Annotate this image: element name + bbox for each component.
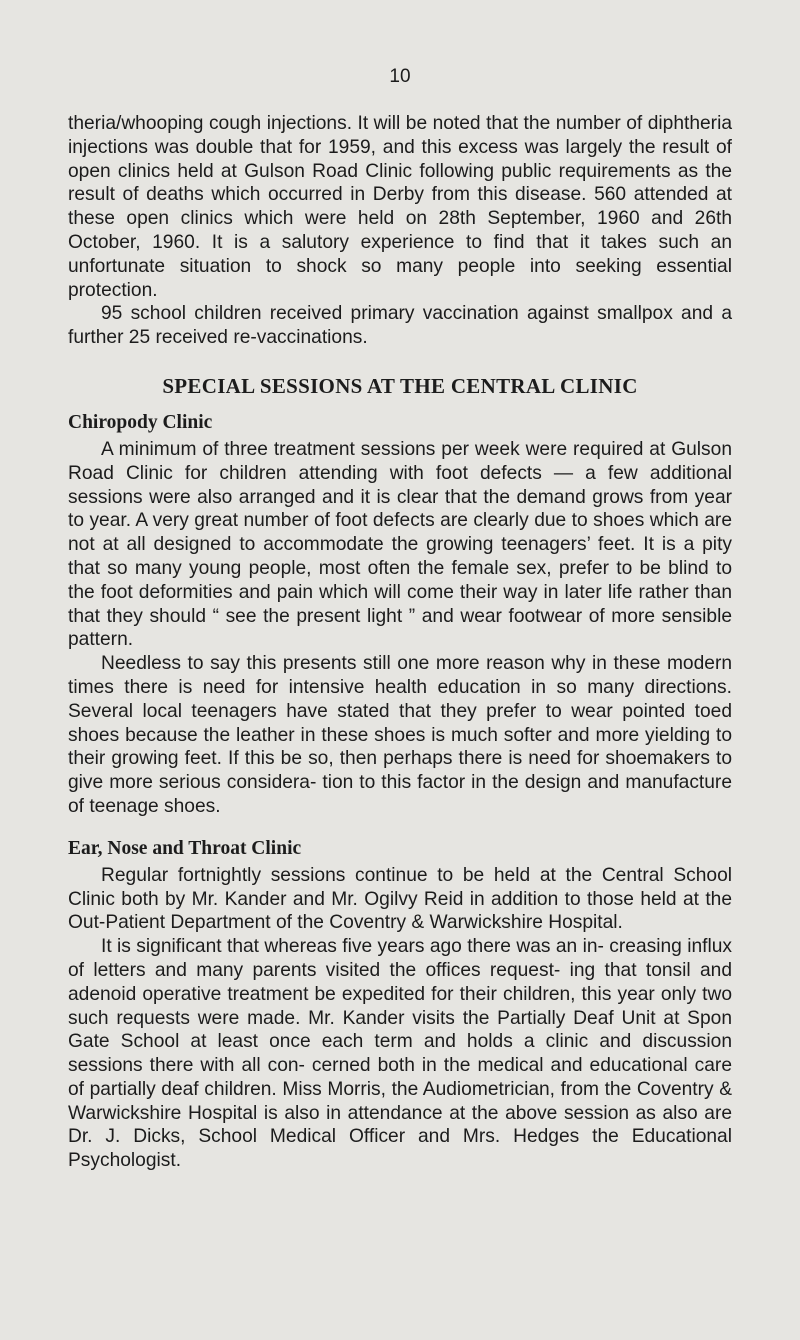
intro-paragraph-2: 95 school children received primary vaccination against smallpox and a further 25 received re-vaccinations. [68,303,732,349]
ent-heading: Ear, Nose and Throat Clinic [68,837,302,859]
section-title: SPECIAL SESSIONS AT THE CENTRAL CLINIC [162,373,638,398]
ent-paragraph-1: Regular fortnightly sessions continue to be held at the Central School Clinic both by Mr. Kander and Mr. Ogilvy Reid in addition to those held at the Out-Patient Department of the Coventry & Warwickshire Hospital. [68,864,732,934]
page-number: 10 [389,66,411,87]
intro-paragraph-1: theria/whooping cough injections. It will be noted that the number of diphtheria injections was double that for 1959, and this excess was largely the result of open clinics held at Gulson Road Clinic following public requirements as the result of deaths which occurred in Derby from this disease. 560 attended at these open clinics which were held on 28th September, 1960 and 26th October, 1960. It is a salutory experience to find that it takes such an unfortunate situation to shock so many people into seeking essential protection. [68,113,732,301]
chiropody-paragraph-2: Needless to say this presents still one more reason why in these modern times there is need for intensive health education in so many directions. Several local teenagers have stated that they prefer to wear pointed toed shoes because the leather in these shoes is much softer and more yielding to their growing feet. If this be so, then perhaps there is need for shoemakers to give more serious considera- tion to this factor in the design and manufacture of teenage shoes. [68,653,732,817]
ent-paragraph-2: It is significant that whereas five years ago there was an in- creasing influx of letters and many parents visited the offices request- ing that tonsil and adenoid operative treatment be expedited for their children, this year only two such requests were made. Mr. Kander visits the Partially Deaf Unit at Spon Gate School at least once each term and holds a clinic and discussion sessions there with all con- cerned both in the medical and educational care of partially deaf children. Miss Morris, the Audiometrician, from the Coventry & Warwickshire Hospital is also in attendance at the above session as also are Dr. J. Dicks, School Medical Officer and Mrs. Hedges the Educational Psychologist. [68,936,732,1172]
chiropody-heading: Chiropody Clinic [68,411,213,433]
page-content [68,112,732,1173]
chiropody-paragraph-1: A minimum of three treatment sessions per week were required at Gulson Road Clinic for children attending with foot defects — a few additional sessions were also arranged and it is clear that the demand grows from year to year. A very great number of foot defects are clearly due to shoes which are not at all designed to accommodate the growing teenagers’ feet. It is a pity that so many young people, most often the female sex, prefer to be blind to the foot deformities and pain which will come their way in later life rather than that they should “ see the present light ” and wear footwear of more sensible pattern. [68,438,732,651]
